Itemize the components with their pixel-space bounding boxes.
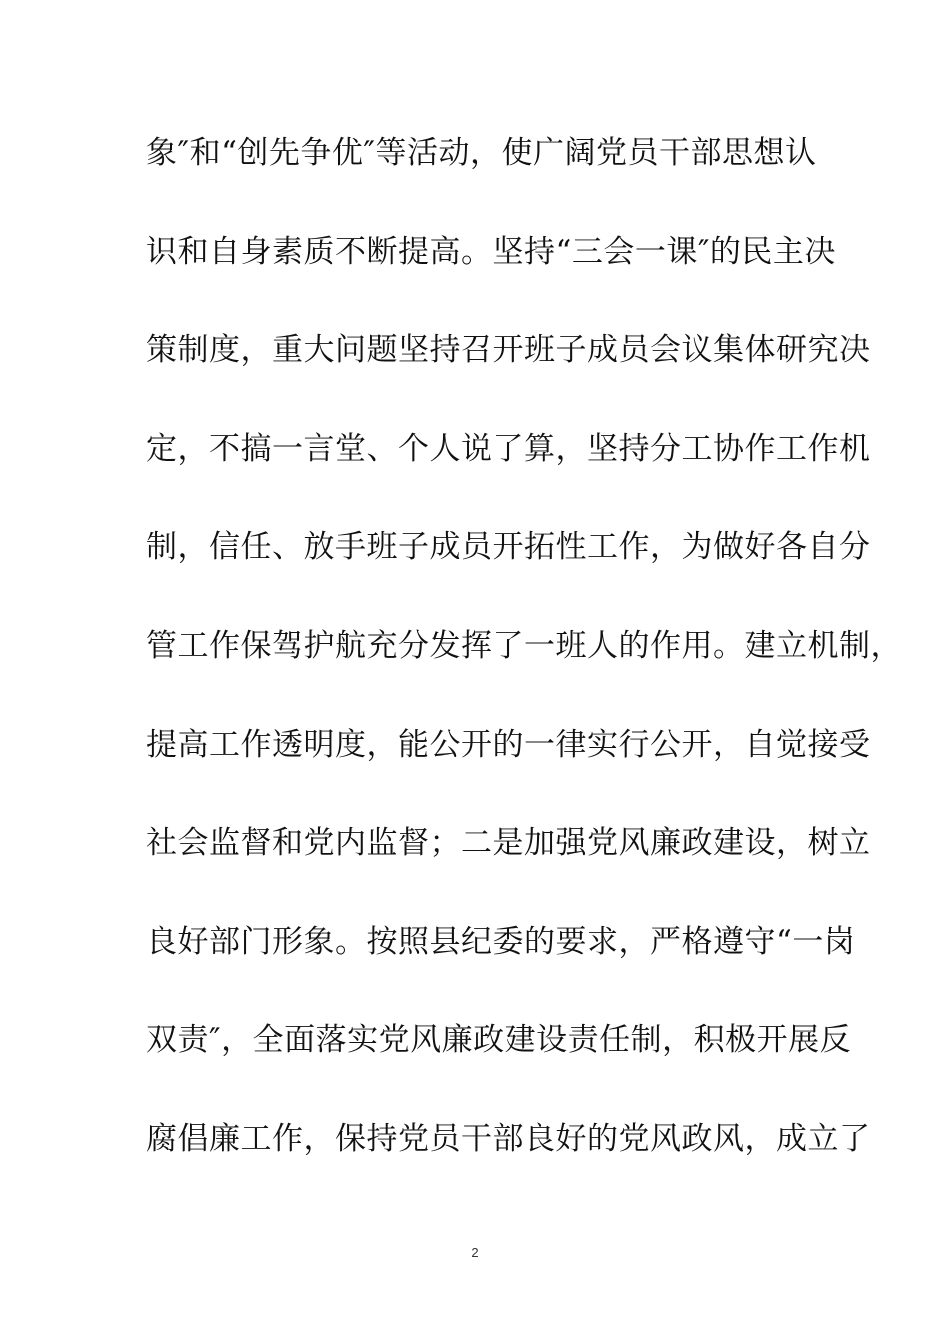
text-line: 管工作保驾护航充分发挥了一班人的作用。建立机制， (146, 627, 902, 664)
text-line: 良好部门形象。按照县纪委的要求，严格遵守“一岗 (146, 923, 856, 960)
text-line: 策制度，重大问题坚持召开班子成员会议集体研究决 (146, 332, 871, 369)
text-line: 双责″，全面落实党风廉政建设责任制，积极开展反 (146, 1022, 852, 1059)
text-line: 定，不搞一言堂、个人说了算，坚持分工协作工作机 (146, 430, 871, 467)
text-line: 提高工作透明度，能公开的一律实行公开，自觉接受 (146, 726, 871, 763)
body-text (146, 125, 902, 1210)
page-number: 2 (471, 1245, 479, 1260)
text-line: 社会监督和党内监督；二是加强党风廉政建设，树立 (146, 825, 871, 862)
text-line: 识和自身素质不断提高。坚持“三会一课″的民主决 (146, 233, 836, 270)
text-line: 腐倡廉工作，保持党员干部良好的党风政风，成立了 (146, 1120, 871, 1157)
text-line: 制，信任、放手班子成员开拓性工作，为做好各自分 (146, 529, 871, 566)
text-line: 象″和“创先争优″等活动，使广阔党员干部思想认 (146, 135, 817, 171)
